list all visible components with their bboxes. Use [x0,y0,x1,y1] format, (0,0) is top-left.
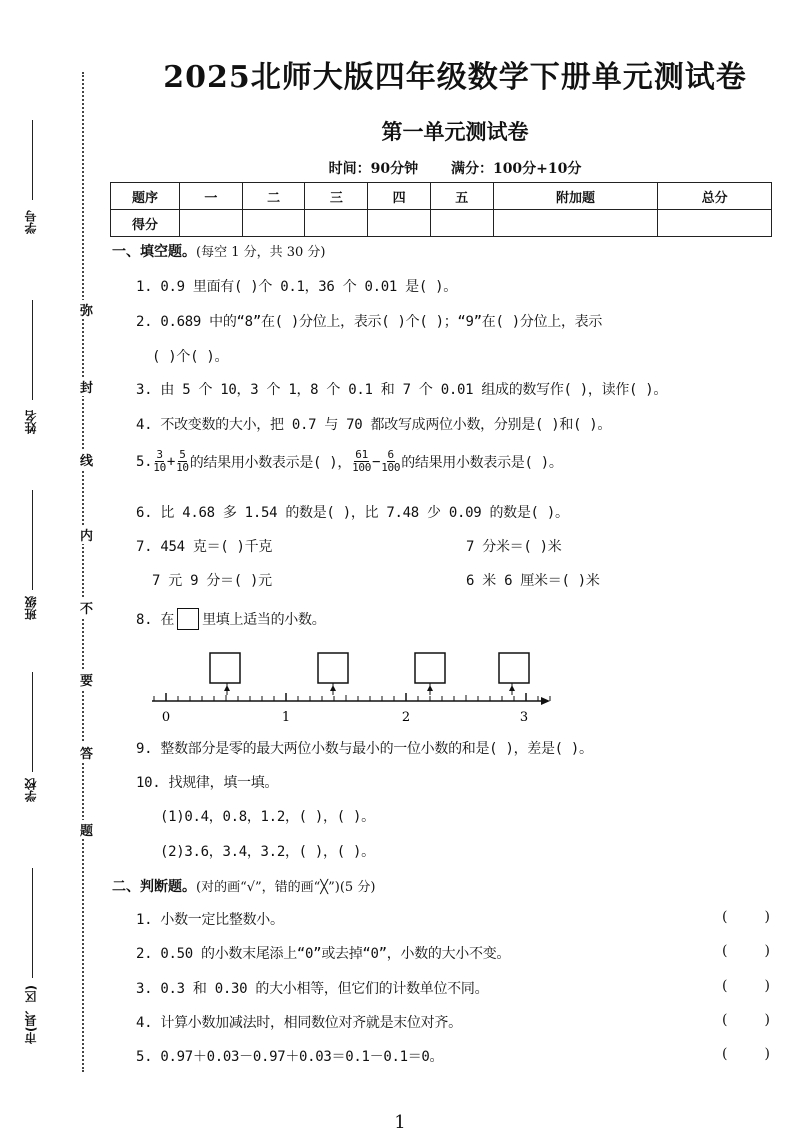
question-7b: 7 分米＝( )米 [466,539,562,555]
tick-label: 2 [401,710,411,725]
answer-box-icon[interactable] [210,653,240,695]
answer-box-icon[interactable] [318,653,348,695]
fraction [153,449,166,474]
page-number: 1 [394,1112,406,1133]
numerator: 6 [387,448,394,461]
question-10-2: (2)3.6，3.4，3.2，( )，( )。 [160,844,375,860]
question-7d: 6 米 6 厘米＝( )米 [466,573,600,589]
column-header: 一 [180,183,243,210]
answer-paren[interactable] [722,909,770,925]
paren-close: ) [764,909,770,925]
question-10-1: (1)0.4，0.8，1.2，( )，( )。 [160,809,375,825]
question-9: 9. 整数部分是零的最大两位小数与最小的一位小数的和是( )，差是( )。 [136,741,593,757]
question-5 [136,449,563,474]
row-label-question: 题序 [111,183,180,210]
answer-paren[interactable] [722,1046,770,1062]
tick-label: 1 [281,710,291,725]
section2-heading [112,876,375,896]
section1-note: (每空 1 分，共 30 分) [196,245,326,260]
class-label: 班级 [24,596,38,620]
question-5-text: 的结果用小数表示是( )， [189,454,352,471]
score-table [110,182,772,237]
question-2-line2: ( )个( )。 [152,349,229,365]
paren-open: ( [722,909,728,925]
exam-subtitle: 第一单元测试卷 [381,119,529,144]
question-8 [136,608,325,630]
paren-open: ( [722,1012,728,1028]
fraction [352,449,371,474]
paren-open: ( [722,978,728,994]
number-line [140,645,560,725]
time-limit: 时间：90分钟 [328,161,419,177]
denominator: 100 [352,461,372,474]
paren-close: ) [764,943,770,959]
question-1: 1. 0.9 里面有( )个 0.1，36 个 0.01 是( )。 [136,279,457,295]
minus-sign: − [372,453,381,470]
paren-close: ) [764,1012,770,1028]
question-2-line1: 2. 0.689 中的“8”在( )分位上，表示( )个( )；“9”在( )分位上，表示 [136,314,603,330]
numerator: 61 [355,448,368,461]
question-7c: 7 元 9 分＝( )元 [152,573,272,589]
paren-close: ) [764,1046,770,1062]
question-8-text: 里填上适当的小数。 [202,612,326,628]
section2-note: (对的画“√”，错的画“╳”)(5 分) [196,880,376,895]
seal-char: 封 [80,377,93,396]
table-row [111,183,772,210]
judge-item-4: 4. 计算小数加减法时，相同数位对齐就是末位对齐。 [136,1015,462,1031]
fraction [381,449,400,474]
table-row [111,210,772,237]
number-line-ticks [154,693,560,701]
question-5-text: 的结果用小数表示是( )。 [401,454,563,471]
class-blank [32,490,33,590]
score-cell[interactable] [368,210,431,237]
column-header: 二 [242,183,305,210]
judge-item-2: 2. 0.50 的小数末尾添上“0”或去掉“0”，小数的大小不变。 [136,946,511,962]
numerator: 3 [156,448,163,461]
name-blank [32,300,33,400]
seal-char: 要 [80,670,93,689]
exam-title: 2025北师大版四年级数学下册单元测试卷 [163,60,747,95]
school-label: 学校 [24,778,38,802]
binding-dotted-line [82,72,84,1072]
arrow-icon [541,697,550,705]
score-cell[interactable] [242,210,305,237]
question-10: 10. 找规律，填一填。 [136,775,279,791]
column-header: 附加题 [493,183,658,210]
school-blank [32,672,33,772]
judge-item-3: 3. 0.3 和 0.30 的大小相等，但它们的计数单位不同。 [136,981,489,997]
city-label: 市(县、区) [24,985,38,1044]
answer-paren[interactable] [722,943,770,959]
question-3: 3. 由 5 个 10，3 个 1，8 个 0.1 和 7 个 0.01 组成的数写作( )，读作( )。 [136,382,668,398]
fraction [176,449,189,474]
question-4: 4. 不改变数的大小，把 0.7 与 70 都改写成两位小数，分别是( )和( )。 [136,417,612,433]
denominator: 10 [153,461,166,474]
judge-item-1: 1. 小数一定比整数小。 [136,912,284,928]
student-id-label: 学号 [24,210,38,234]
denominator: 10 [176,461,189,474]
score-cell[interactable] [180,210,243,237]
seal-char: 内 [80,525,93,544]
column-header: 四 [368,183,431,210]
exam-info [110,158,800,178]
answer-box-icon[interactable] [499,653,529,695]
score-cell[interactable] [430,210,493,237]
column-header: 五 [430,183,493,210]
tick-label: 0 [161,710,171,725]
paren-open: ( [722,1046,728,1062]
score-cell[interactable] [658,210,772,237]
section1-heading [112,241,326,261]
seal-char: 线 [80,450,93,469]
seal-char: 题 [80,820,93,839]
student-id-blank [32,120,33,200]
judge-item-5: 5. 0.97＋0.03－0.97＋0.03＝0.1－0.1＝0。 [136,1049,444,1065]
score-cell[interactable] [493,210,658,237]
question-6: 6. 比 4.68 多 1.54 的数是( )，比 7.48 少 0.09 的数是( )。 [136,505,569,521]
city-blank [32,868,33,978]
paren-open: ( [722,943,728,959]
seal-char: 弥 [80,300,93,319]
section2-title: 二、判断题。 [112,879,196,895]
section1-title: 一、填空题。 [112,244,196,260]
name-label: 姓名 [24,410,38,434]
full-score: 满分：100分+10分 [450,161,582,177]
question-5-number: 5. [136,453,153,470]
denominator: 100 [381,461,401,474]
answer-paren[interactable] [722,978,770,994]
seal-char: 不 [80,598,93,617]
numerator: 5 [179,448,186,461]
paren-close: ) [764,978,770,994]
question-8-text: 8. 在 [136,612,175,628]
answer-box-icon[interactable] [415,653,445,695]
column-header: 三 [305,183,368,210]
row-label-score: 得分 [111,210,180,237]
tick-label: 3 [519,710,529,725]
score-cell[interactable] [305,210,368,237]
answer-box-icon [177,608,199,630]
answer-paren[interactable] [722,1012,770,1028]
seal-char: 答 [80,743,93,762]
question-7a: 7. 454 克＝( )千克 [136,539,273,555]
column-header: 总分 [658,183,772,210]
plus-sign: + [166,453,176,470]
